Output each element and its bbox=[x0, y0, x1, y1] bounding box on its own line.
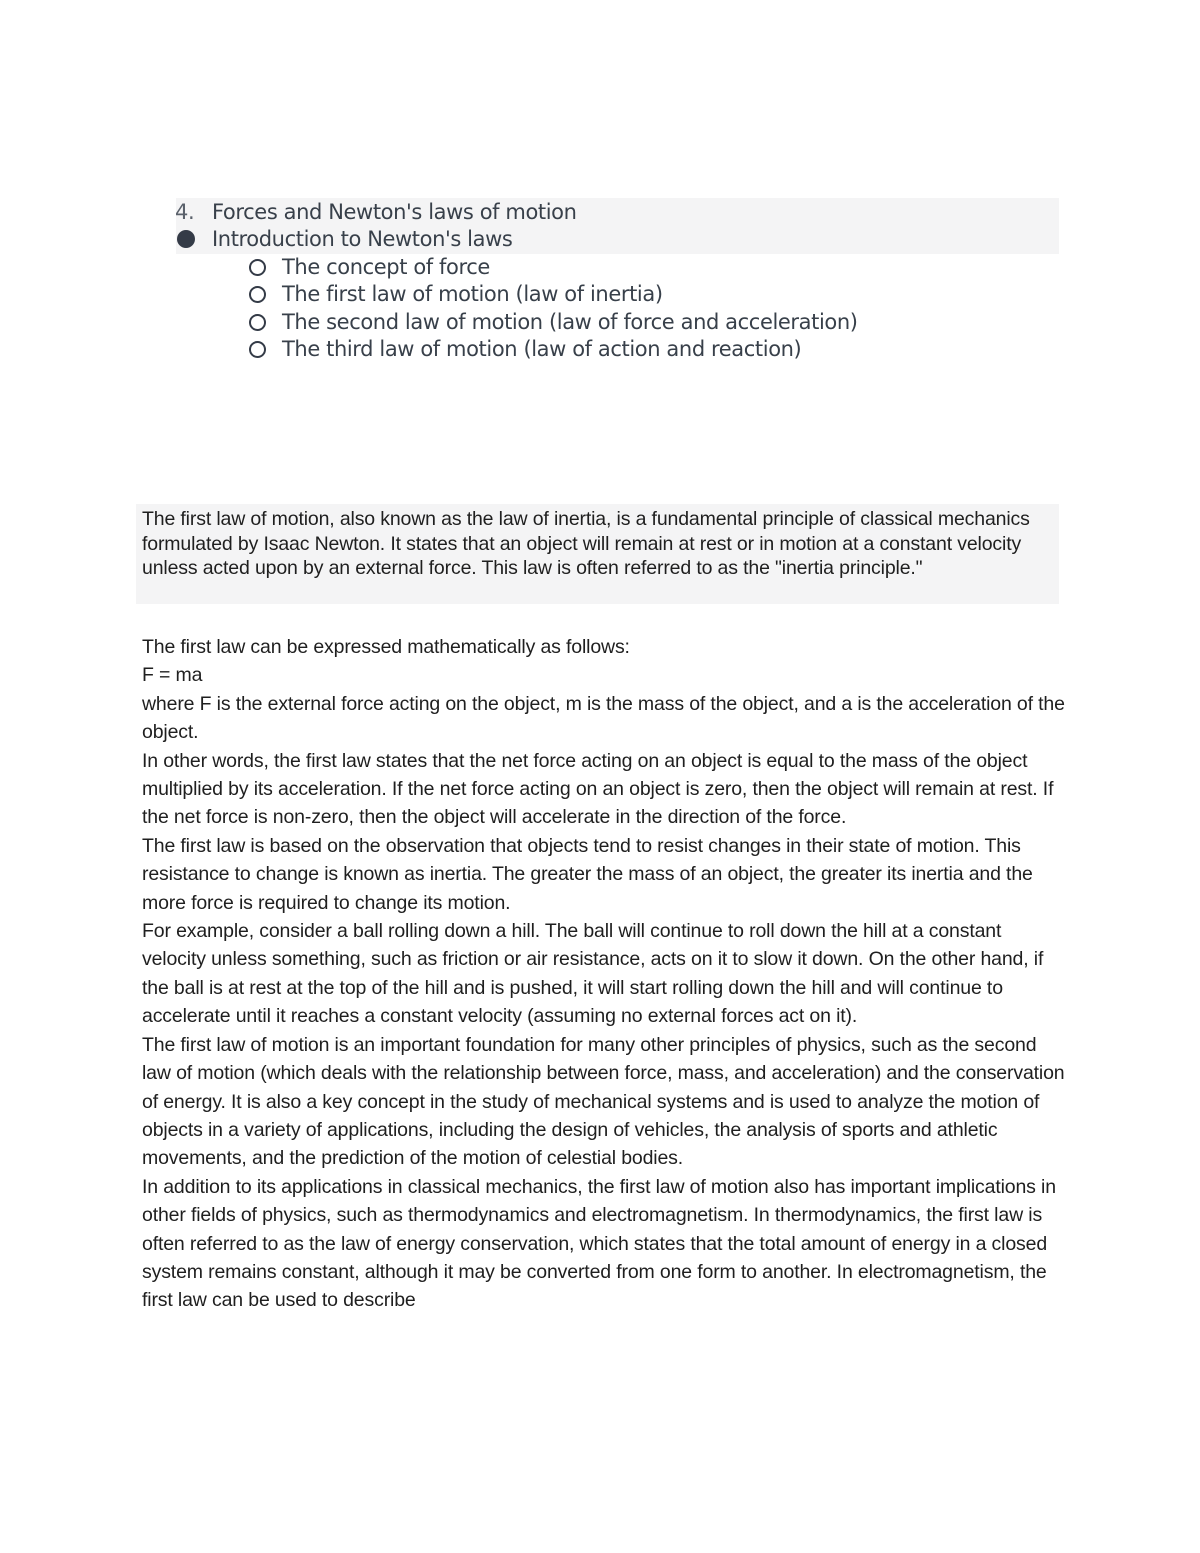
sub-item-text: The concept of force bbox=[282, 255, 490, 279]
intro-item-text: Introduction to Newton's laws bbox=[212, 227, 513, 251]
heading-number: 4. bbox=[175, 200, 195, 224]
outline-heading bbox=[175, 198, 577, 226]
outline-intro-item bbox=[177, 225, 512, 253]
paragraph: The first law can be expressed mathematically as follows: bbox=[142, 636, 630, 658]
sub-item-text: The third law of motion (law of action and reaction) bbox=[282, 337, 802, 361]
outline-sub-item bbox=[249, 253, 490, 281]
paragraph: In addition to its applications in classical mechanics, the first law of motion also has important implications in other fields of physics, such as thermodynamics and electromagnetism. In thermodynamics, the first law is often referred to as the law of energy conservation, which states that the total amount of energy in a closed system remains constant, although it may be converted from one form to another. In electromagnetism, the first law can be used to describe bbox=[142, 1175, 1056, 1312]
paragraph: The first law is based on the observation that objects tend to resist changes in their state of motion. This resistance to change is known as inertia. The greater the mass of an object, the greater its inertia and the more force is required to change its motion. bbox=[142, 834, 1033, 914]
paragraph: In other words, the first law states that the net force acting on an object is equal to the mass of the object multiplied by its acceleration. If the net force acting on an object is zero, then the object will remain at rest. If the net force is non-zero, then the object will accelerate in the direction of the force. bbox=[142, 749, 1054, 829]
hollow-bullet-icon bbox=[249, 314, 266, 331]
paragraph: The first law of motion is an important foundation for many other principles of physics, such as the second law of motion (which deals with the relationship between force, mass, and acceleration) and the conservation of energy. It is also a key concept in the study of mechanical systems and is used to analyze the motion of objects in a variety of applications, including the design of vehicles, the analysis of sports and athletic movements, and the prediction of the motion of celestial bodies. bbox=[142, 1033, 1065, 1170]
hollow-bullet-icon bbox=[249, 286, 266, 303]
outline-sub-item bbox=[249, 308, 858, 336]
paragraph: For example, consider a ball rolling down a hill. The ball will continue to roll down the hill at a constant velocity unless something, such as friction or air resistance, acts on it to slow it down. On the other hand, if the ball is at rest at the top of the hill and is pushed, it will start rolling down the hill and will continue to accelerate until it reaches a constant velocity (assuming no external forces act on it). bbox=[142, 920, 1044, 1028]
formula: F = ma bbox=[142, 664, 203, 687]
hollow-bullet-icon bbox=[249, 341, 266, 358]
sub-item-text: The first law of motion (law of inertia) bbox=[282, 282, 663, 306]
heading-text: Forces and Newton's laws of motion bbox=[212, 200, 577, 224]
paragraph: where F is the external force acting on the object, m is the mass of the object, and a is the acceleration of the object. bbox=[142, 692, 1065, 744]
hollow-bullet-icon bbox=[249, 259, 266, 276]
outline-sub-item bbox=[249, 280, 663, 308]
intro-paragraph: The first law of motion, also known as the law of inertia, is a fundamental principle of classical mechanics formulated by Isaac Newton. It states that an object will remain at rest or in motion at a constant velocity unless acted upon by an external force. This law is often referred to as the "inertia principle." bbox=[136, 504, 1059, 604]
body-text bbox=[142, 633, 1067, 1315]
sub-item-text: The second law of motion (law of force and acceleration) bbox=[282, 310, 858, 334]
outline-sub-item bbox=[249, 335, 801, 363]
filled-bullet-icon bbox=[177, 230, 195, 248]
